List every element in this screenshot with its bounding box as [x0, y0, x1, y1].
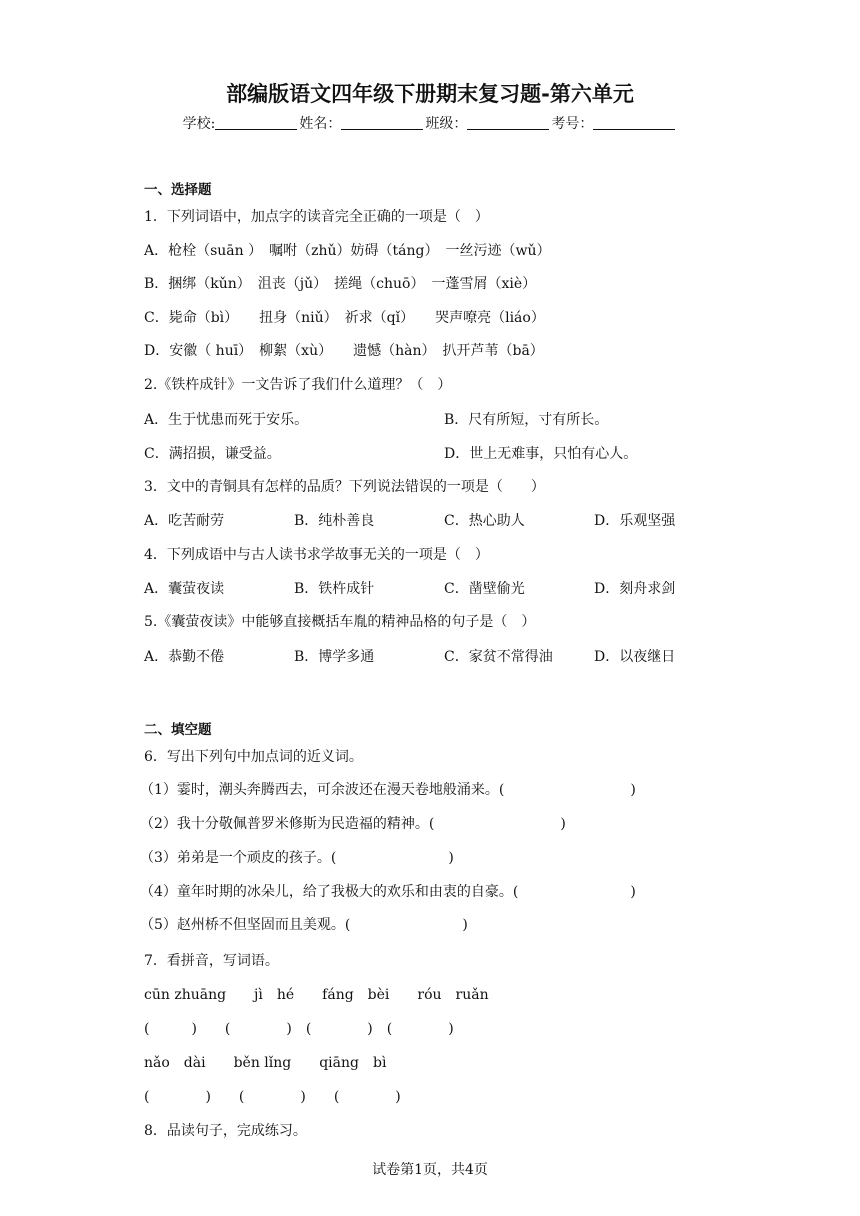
question-1-option-d[interactable]: D．安徽（ huī） 柳絮（xù） 遗憾（hàn） 扒开芦苇（bā）	[144, 343, 544, 359]
exam-number-label: 考号：	[551, 116, 594, 132]
question-5-option-b[interactable]: B．博学多通	[294, 649, 375, 665]
question-5-option-a[interactable]: A．恭勤不倦	[144, 649, 225, 665]
name-blank[interactable]	[341, 115, 423, 130]
question-6-sentence-5[interactable]: （5）赵州桥不但坚固而且美观。( )	[140, 917, 468, 933]
question-6-sentence-1[interactable]: （1）霎时，潮头奔腾西去，可余波还在漫天卷地般涌来。( )	[140, 782, 636, 798]
question-3-option-a[interactable]: A．吃苦耐劳	[144, 513, 225, 529]
section-heading-choice: 一、选择题	[144, 182, 212, 198]
question-4-stem: 4．下列成语中与古人读书求学故事无关的一项是（ ）	[144, 547, 489, 563]
question-2-option-a[interactable]: A．生于忧患而死于安乐。	[144, 412, 309, 428]
question-2-stem: 2.《铁杵成针》一文告诉了我们什么道理？（ ）	[144, 377, 452, 393]
question-3-option-d[interactable]: D．乐观坚强	[594, 513, 676, 529]
question-5-option-c[interactable]: C．家贫不常得油	[444, 649, 553, 665]
question-7-pinyin-row-2: nǎo dài běn lǐng qiāng bì	[144, 1055, 387, 1071]
question-3-stem: 3．文中的青铜具有怎样的品质？下列说法错误的一项是（ ）	[144, 479, 545, 495]
question-1-option-c[interactable]: C．毙命（bì） 扭身（niǔ） 祈求（qǐ） 哭声嘹亮（liáo）	[144, 310, 545, 326]
page-footer: 试卷第1页，共4页	[372, 1162, 488, 1178]
question-4-option-d[interactable]: D．刻舟求剑	[594, 581, 676, 597]
class-blank[interactable]	[467, 115, 549, 130]
question-5-option-d[interactable]: D．以夜继日	[594, 649, 676, 665]
question-1-option-a[interactable]: A．枪栓（suān ） 嘱咐（zhǔ）妨碍（táng） 一丝污迹（wǔ）	[144, 243, 551, 259]
question-8-stem: 8．品读句子，完成练习。	[144, 1123, 307, 1139]
question-6-sentence-4[interactable]: （4）童年时期的冰朵儿，给了我极大的欢乐和由衷的自豪。( )	[140, 884, 636, 900]
question-5-stem: 5.《囊萤夜读》中能够直接概括车胤的精神品格的句子是（ ）	[144, 614, 536, 630]
exam-number-blank[interactable]	[593, 115, 675, 130]
question-1-option-b[interactable]: B．捆绑（kǔn） 沮丧（jǔ） 搓绳（chuō） 一蓬雪屑（xiè）	[144, 276, 537, 292]
question-3-option-b[interactable]: B．纯朴善良	[294, 513, 375, 529]
question-3-option-c[interactable]: C．热心助人	[444, 513, 525, 529]
question-4-option-b[interactable]: B．铁杵成针	[294, 581, 375, 597]
question-7-pinyin-row-1: cūn zhuāng jì hé fáng bèi róu ruǎn	[144, 987, 489, 1003]
student-info-row	[0, 113, 860, 133]
school-label: 学校:	[182, 116, 216, 132]
question-7-stem: 7．看拼音，写词语。	[144, 953, 279, 969]
question-4-option-c[interactable]: C．凿壁偷光	[444, 581, 525, 597]
question-6-sentence-3[interactable]: （3）弟弟是一个顽皮的孩子。( )	[140, 850, 454, 866]
question-7-answer-row-1[interactable]: ( ) ( ) ( ) ( )	[144, 1021, 454, 1037]
school-blank[interactable]	[215, 115, 297, 130]
question-2-option-d[interactable]: D．世上无难事，只怕有心人。	[444, 446, 638, 462]
question-2-option-c[interactable]: C．满招损，谦受益。	[144, 446, 281, 462]
question-4-option-a[interactable]: A．囊萤夜读	[144, 581, 225, 597]
class-label: 班级：	[425, 116, 468, 132]
name-label: 姓名：	[299, 116, 342, 132]
question-6-stem: 6．写出下列句中加点词的近义词。	[144, 749, 363, 765]
page-title: 部编版语文四年级下册期末复习题-第六单元	[226, 82, 634, 106]
question-1-stem: 1．下列词语中，加点字的读音完全正确的一项是（ ）	[144, 209, 489, 225]
question-6-sentence-2[interactable]: （2）我十分敬佩普罗米修斯为民造福的精神。( )	[140, 816, 566, 832]
question-2-option-b[interactable]: B．尺有所短，寸有所长。	[444, 412, 609, 428]
section-heading-fill-blank: 二、填空题	[144, 722, 212, 738]
question-7-answer-row-2[interactable]: ( ) ( ) ( )	[144, 1089, 401, 1105]
